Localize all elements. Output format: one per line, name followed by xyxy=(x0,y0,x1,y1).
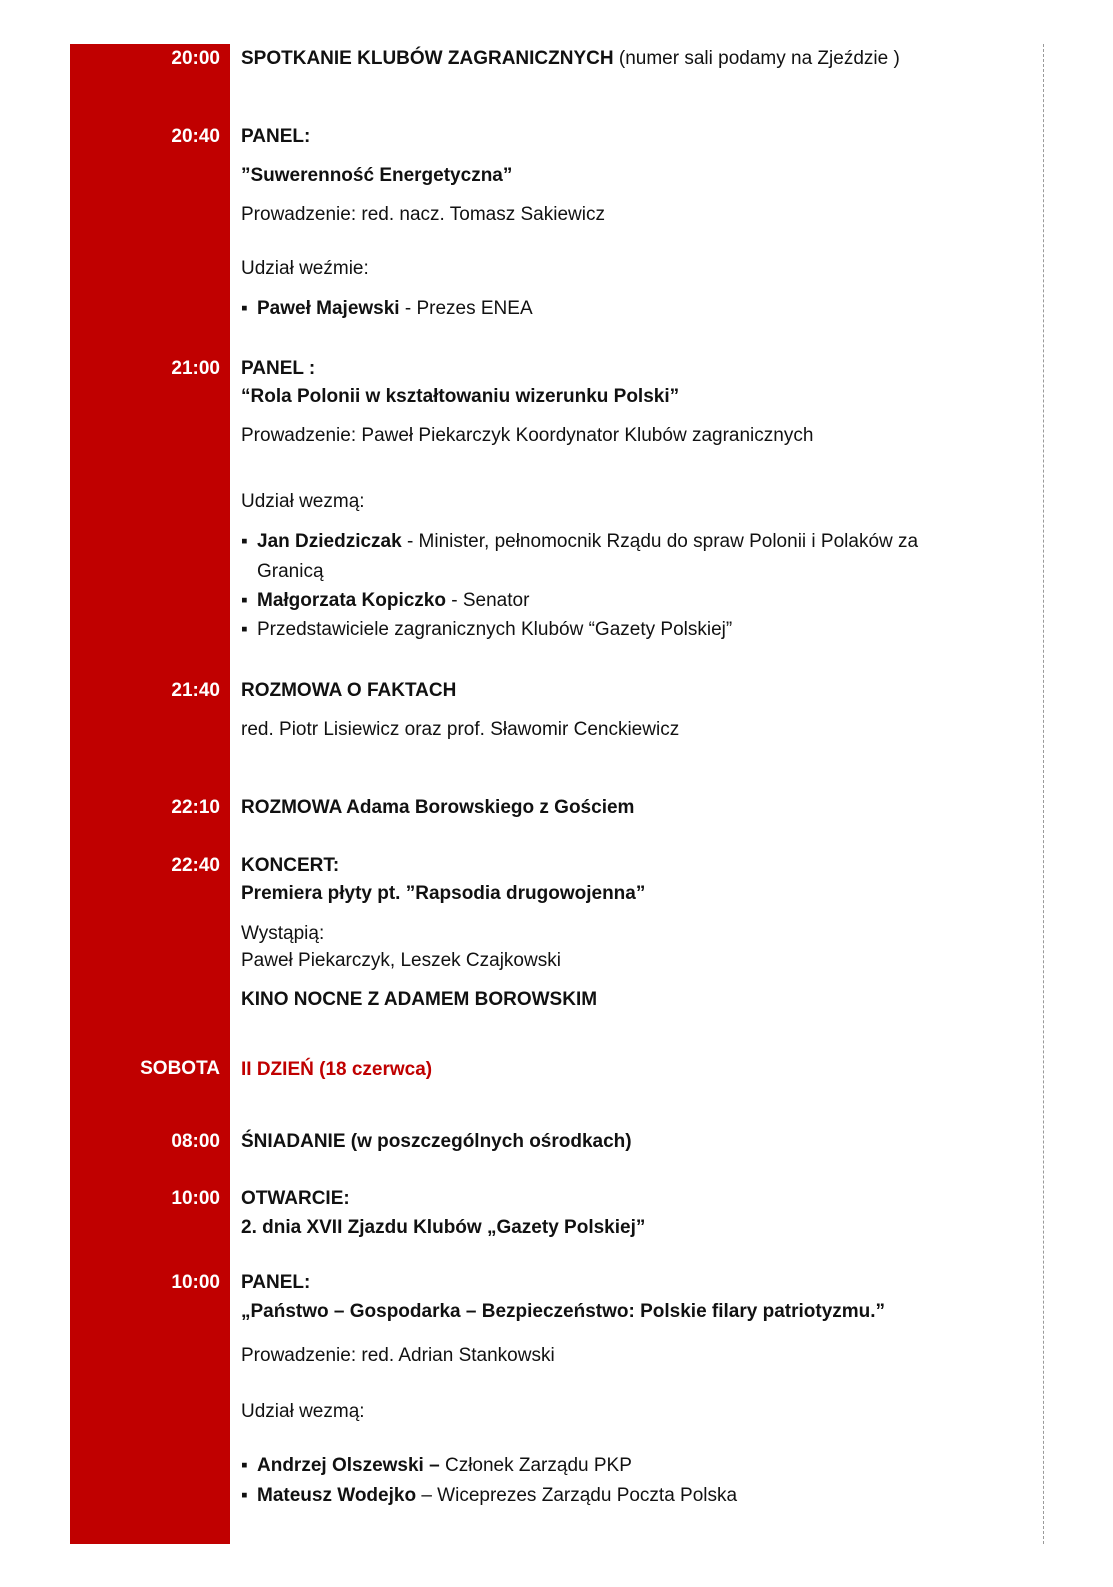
event-2040-topic: ”Suwerenność Energetyczna” xyxy=(241,165,513,186)
time-2210: 22:10 xyxy=(171,797,220,818)
participant-name: Mateusz Wodejko xyxy=(257,1485,417,1506)
time-1000-opening: 10:00 xyxy=(171,1188,220,1209)
event-2100-participant-2 xyxy=(241,589,1031,613)
event-2040-label: PANEL: xyxy=(241,126,311,147)
time-2100: 21:00 xyxy=(171,358,220,379)
event-2040-host: Prowadzenie: red. nacz. Tomasz Sakiewicz xyxy=(241,204,605,225)
event-2100-participant-1-cont: Granicą xyxy=(257,561,324,582)
event-1000-panel-participants-label: Udział wezmą: xyxy=(241,1401,365,1422)
bullet-icon: ▪ xyxy=(241,531,248,552)
event-1000-panel-topic: „Państwo – Gospodarka – Bezpieczeństwo: Polskie filary patriotyzmu.” xyxy=(241,1301,886,1322)
time-column-bar xyxy=(70,44,230,1544)
event-1000-opening-label: OTWARCIE: xyxy=(241,1188,350,1209)
event-2040-participant xyxy=(241,297,1031,321)
event-2040-participants-label: Udział weźmie: xyxy=(241,258,369,279)
event-2000-title: SPOTKANIE KLUBÓW ZAGRANICZNYCH xyxy=(241,48,614,69)
event-2140-desc: red. Piotr Lisiewicz oraz prof. Sławomir Cenckiewicz xyxy=(241,719,680,740)
participant-name: Paweł Majewski xyxy=(257,298,400,319)
event-1000-panel-participant-2 xyxy=(241,1484,1031,1508)
day-label-sobota: SOBOTA xyxy=(140,1058,220,1079)
event-2100-host: Prowadzenie: Paweł Piekarczyk Koordynator Klubów zagranicznych xyxy=(241,425,814,446)
event-0800-title: ŚNIADANIE (w poszczególnych ośrodkach) xyxy=(241,1131,632,1152)
bullet-icon: ▪ xyxy=(241,590,248,611)
event-2100-participants-label: Udział wezmą: xyxy=(241,491,365,512)
participant-role: - Prezes ENEA xyxy=(399,298,533,319)
day-2-title: II DZIEŃ (18 czerwca) xyxy=(241,1059,433,1080)
participant-name: Małgorzata Kopiczko xyxy=(257,590,446,611)
time-2240: 22:40 xyxy=(171,855,220,876)
right-margin-rule xyxy=(1043,44,1044,1544)
event-2100-label: PANEL : xyxy=(241,358,316,379)
event-2240-performers-label: Wystąpią: xyxy=(241,923,325,944)
event-2210-title: ROZMOWA Adama Borowskiego z Gościem xyxy=(241,797,635,818)
event-2240-performers: Paweł Piekarczyk, Leszek Czajkowski xyxy=(241,950,561,971)
bullet-icon: ▪ xyxy=(241,619,248,640)
event-2000-line xyxy=(241,47,1031,71)
event-2140-title: ROZMOWA O FAKTACH xyxy=(241,680,457,701)
time-2140: 21:40 xyxy=(171,680,220,701)
event-2100-participant-3 xyxy=(241,618,1031,642)
participant-role: – Wiceprezes Zarządu Poczta Polska xyxy=(416,1485,738,1506)
bullet-icon: ▪ xyxy=(241,1485,248,1506)
event-2100-participant-1 xyxy=(241,530,1031,554)
time-0800: 08:00 xyxy=(171,1131,220,1152)
time-2040: 20:40 xyxy=(171,126,220,147)
time-2000: 20:00 xyxy=(171,48,220,69)
participant-role: Członek Zarządu PKP xyxy=(439,1455,632,1476)
event-1000-opening-desc: 2. dnia XVII Zjazdu Klubów „Gazety Polskiej” xyxy=(241,1217,646,1238)
event-2100-topic: “Rola Polonii w kształtowaniu wizerunku Polski” xyxy=(241,386,680,407)
participant-name: Andrzej Olszewski – xyxy=(257,1455,440,1476)
time-1000-panel: 10:00 xyxy=(171,1272,220,1293)
participant-text: Przedstawiciele zagranicznych Klubów “Gazety Polskiej” xyxy=(257,619,733,640)
event-cinema-title: KINO NOCNE Z ADAMEM BOROWSKIM xyxy=(241,989,598,1010)
event-1000-panel-participant-1 xyxy=(241,1454,1031,1478)
participant-role: - Senator xyxy=(445,590,530,611)
event-2240-topic: Premiera płyty pt. ”Rapsodia drugowojenna” xyxy=(241,883,646,904)
participant-name: Jan Dziedziczak xyxy=(257,531,402,552)
event-1000-panel-label: PANEL: xyxy=(241,1272,311,1293)
event-2240-label: KONCERT: xyxy=(241,855,340,876)
bullet-icon: ▪ xyxy=(241,1455,248,1476)
event-2000-note: (numer sali podamy na Zjeździe ) xyxy=(613,48,900,69)
event-1000-panel-host: Prowadzenie: red. Adrian Stankowski xyxy=(241,1345,555,1366)
bullet-icon: ▪ xyxy=(241,298,248,319)
participant-role: - Minister, pełnomocnik Rządu do spraw Polonii i Polaków za xyxy=(401,531,919,552)
